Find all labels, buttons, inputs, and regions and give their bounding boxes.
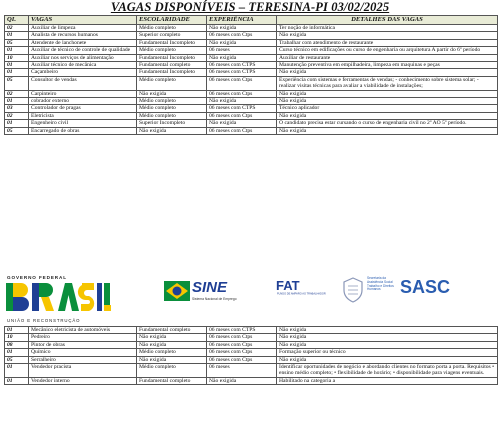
cell-job-title: Químico	[29, 349, 137, 356]
cell-details: Não exigida	[277, 327, 498, 334]
header-vagas: VAGAS	[29, 16, 137, 25]
cell-education: Fundamental completo	[137, 377, 207, 384]
cell-job-title: Serralheiro	[29, 356, 137, 363]
cell-job-title: Auxiliar nos serviços de alimentação	[29, 54, 137, 61]
sasc-subtitle: Secretaria da Assistência Social Trabalho e Direitos Humanos	[367, 276, 394, 292]
table-row	[5, 364, 498, 378]
cell-job-title: Vendedor pracista	[29, 364, 137, 378]
table-row	[5, 327, 498, 334]
table-row	[5, 377, 498, 384]
cell-details: Não exigida	[277, 69, 498, 76]
cell-details: Curso técnico em edificações ou curso de engenharia ou arquitetura A partir do 6º período	[277, 47, 498, 54]
cell-education: Não exigida	[137, 356, 207, 363]
cell-experience: Não exigida	[207, 377, 277, 384]
vacancies-table-2	[4, 326, 498, 385]
cell-details: Identificar oportunidades de negócio e abordando clientes no formato porta a porta. Requisitos • ensino médio completo; • flexibilidade de horário; • disponibilidade para viagens eventuais.	[277, 364, 498, 378]
cell-job-title: Atendente de lanchonete	[29, 39, 137, 46]
cell-job-title: Pedreiro	[29, 334, 137, 341]
table-row	[5, 334, 498, 341]
table-row	[5, 39, 498, 46]
cell-experience: 06 meses com CTPS	[207, 327, 277, 334]
cell-quantity: 01	[5, 47, 29, 54]
cell-details: Experiência com sistemas e ferramentas de vendas; - conhecimento sobre sistema solar; - realizar visitas técnicas para avaliar a viabilidade de instalações;	[277, 76, 498, 90]
cell-education: Não exigida	[137, 127, 207, 134]
cell-quantity: 01	[5, 120, 29, 127]
cell-details: O candidato precisa estar cursando o curso de engenharia civil no 2º AO 5º período.	[277, 120, 498, 127]
cell-experience: 06 meses com Ctps	[207, 349, 277, 356]
table-row	[5, 349, 498, 356]
cell-experience: Não exigida	[207, 39, 277, 46]
cell-details: Ter noção de informática	[277, 25, 498, 32]
sine-text: SINE	[192, 279, 228, 296]
cell-experience: 06 meses com Ctps	[207, 112, 277, 119]
cell-experience: 06 meses com CTPS	[207, 105, 277, 112]
cell-quantity: 10	[5, 54, 29, 61]
table-row	[5, 90, 498, 97]
cell-job-title: Pintor de obras	[29, 341, 137, 348]
cell-job-title: Eletricista	[29, 112, 137, 119]
cell-quantity: 02	[5, 112, 29, 119]
cell-details: Trabalhar com atendimento de restaurante	[277, 39, 498, 46]
cell-experience: 06 meses com Ctps	[207, 76, 277, 90]
cell-details: Habilitado na categoria a	[277, 377, 498, 384]
cell-details: Não exigida	[277, 112, 498, 119]
cell-experience: 06 meses com CTPS	[207, 62, 277, 69]
table-row	[5, 69, 498, 76]
table-row	[5, 62, 498, 69]
cell-quantity: 05	[5, 127, 29, 134]
sasc-text: SASC	[400, 277, 451, 297]
cell-education: Superior Incompleto	[137, 120, 207, 127]
table-row	[5, 105, 498, 112]
sine-subtitle: Sistema Nacional de Emprego	[192, 297, 237, 301]
header-detalhes: DETALHES DAS VAGAS	[277, 16, 498, 25]
table-row	[5, 120, 498, 127]
cell-experience: 06 meses com Ctps	[207, 356, 277, 363]
table-row	[5, 54, 498, 61]
cell-experience: Não exigida	[207, 54, 277, 61]
table-row	[5, 25, 498, 32]
page-title: VAGAS DISPONÍVEIS – TERESINA-PI 03/02/2025	[110, 0, 390, 14]
table-row	[5, 47, 498, 54]
piaui-crest-icon	[342, 277, 364, 303]
cell-education: Médio completo	[137, 76, 207, 90]
cell-education: Superior completo	[137, 32, 207, 39]
cell-details: Formação superior ou técnico	[277, 349, 498, 356]
cell-quantity: 01	[5, 349, 29, 356]
table-row	[5, 127, 498, 134]
cell-experience: 06 meses com Ctps	[207, 32, 277, 39]
cell-details: Não exigida	[277, 356, 498, 363]
cell-quantity: 01	[5, 327, 29, 334]
cell-details: Manutenção preventiva em empilhadeira, limpeza em maquinas e peças	[277, 62, 498, 69]
cell-education: Fundamental Incompleto	[137, 39, 207, 46]
header-qt: QI.	[5, 16, 29, 25]
cell-quantity: 03	[5, 105, 29, 112]
cell-education: Médio completo	[137, 364, 207, 378]
sasc-logo	[342, 275, 451, 309]
cell-education: Médio completo	[137, 105, 207, 112]
cell-quantity: 01	[5, 62, 29, 69]
cell-education: Não exigida	[137, 334, 207, 341]
cell-experience: 06 meses	[207, 364, 277, 378]
gov-top-text: GOVERNO FEDERAL	[7, 275, 67, 280]
fat-logo	[276, 278, 326, 306]
cell-job-title: Engenheiro civil	[29, 120, 137, 127]
vacancies-table-1	[4, 15, 498, 135]
partner-logos-band	[0, 270, 500, 324]
cell-job-title: Auxiliar técnico de mecânica	[29, 62, 137, 69]
cell-job-title: Auxiliar de limpeza	[29, 25, 137, 32]
cell-job-title: Analista de recursos humanos	[29, 32, 137, 39]
cell-education: Médio completo	[137, 25, 207, 32]
cell-experience: 06 meses com Ctps	[207, 341, 277, 348]
brasil-wordmark-icon	[5, 281, 111, 315]
cell-quantity: 05	[5, 356, 29, 363]
cell-job-title: Mecânico eletricista de automóveis	[29, 327, 137, 334]
governo-federal-logo	[5, 273, 115, 323]
cell-quantity: 01	[5, 69, 29, 76]
cell-job-title: Controlador de pragas	[29, 105, 137, 112]
table-row	[5, 341, 498, 348]
cell-details: Não exigida	[277, 341, 498, 348]
gov-bottom-text: UNIÃO E RECONSTRUÇÃO	[7, 318, 81, 323]
sine-logo	[164, 279, 254, 307]
cell-job-title: Auxiliar de técnico de controle de qualidade	[29, 47, 137, 54]
cell-quantity: 05	[5, 76, 29, 90]
table-row	[5, 112, 498, 119]
cell-details: Não exigida	[277, 127, 498, 134]
header-escolaridade: ESCOLARIDADE	[137, 16, 207, 25]
cell-details: Não exigida	[277, 98, 498, 105]
cell-experience: 06 meses	[207, 47, 277, 54]
cell-education: Fundamental Incompleto	[137, 69, 207, 76]
cell-experience: 06 meses com Ctps	[207, 127, 277, 134]
cell-education: Médio completo	[137, 112, 207, 119]
cell-quantity: 01	[5, 32, 29, 39]
cell-job-title: Vendedor interno	[29, 377, 137, 384]
table-row	[5, 98, 498, 105]
cell-experience: 06 meses com Ctps	[207, 334, 277, 341]
table-row	[5, 76, 498, 90]
cell-education: Não exigida	[137, 341, 207, 348]
cell-details: Técnico aplicador	[277, 105, 498, 112]
cell-job-title: cobrador externo	[29, 98, 137, 105]
cell-quantity: 02	[5, 25, 29, 32]
cell-job-title: Carpinteiro	[29, 90, 137, 97]
cell-education: Não exigida	[137, 90, 207, 97]
cell-quantity: 08	[5, 341, 29, 348]
cell-quantity: 01	[5, 364, 29, 378]
cell-experience: 06 meses com CTPS	[207, 69, 277, 76]
cell-experience: Não exigida	[207, 25, 277, 32]
cell-experience: Não exigida	[207, 98, 277, 105]
cell-education: Fundamental Incompleto	[137, 54, 207, 61]
cell-details: Auxiliar de restaurante	[277, 54, 498, 61]
cell-quantity: 01	[5, 98, 29, 105]
cell-details: Não exigida	[277, 334, 498, 341]
fat-text: FAT	[276, 278, 300, 293]
cell-details: Não exigida	[277, 32, 498, 39]
cell-quantity: 05	[5, 39, 29, 46]
cell-education: Médio completo	[137, 98, 207, 105]
cell-quantity: 01	[5, 377, 29, 384]
table-header-row	[5, 16, 498, 25]
cell-experience: 06 meses com Ctps	[207, 90, 277, 97]
cell-quantity: 02	[5, 90, 29, 97]
table-row	[5, 356, 498, 363]
cell-education: Fundamental completo	[137, 62, 207, 69]
cell-job-title: Caçambeiro	[29, 69, 137, 76]
header-experiencia: EXPERIÊNCIA	[207, 16, 277, 25]
cell-job-title: Encarregado de obras	[29, 127, 137, 134]
table-row	[5, 32, 498, 39]
cell-education: Fundamental completo	[137, 327, 207, 334]
fat-subtitle: FUNDO DE AMPARO AO TRABALHADOR	[277, 292, 326, 295]
brazil-flag-icon	[164, 281, 190, 301]
cell-education: Médio completo	[137, 47, 207, 54]
cell-education: Médio completo	[137, 349, 207, 356]
cell-details: Não exigida	[277, 90, 498, 97]
cell-job-title: Consultor de vendas	[29, 76, 137, 90]
cell-experience: Não exigida	[207, 120, 277, 127]
cell-quantity: 10	[5, 334, 29, 341]
